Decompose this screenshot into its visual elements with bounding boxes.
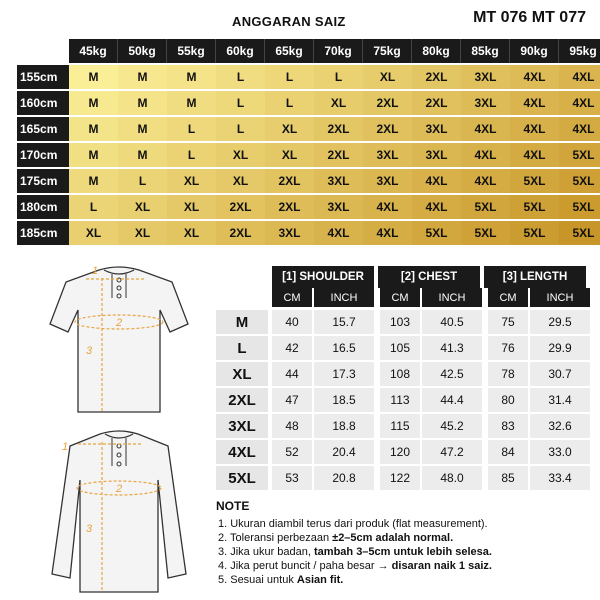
size-cell: XL (69, 221, 118, 245)
measurement-value: 122 (380, 466, 420, 490)
size-cell: XL (314, 91, 363, 115)
size-cell: 4XL (510, 117, 559, 141)
weight-header: 70kg (314, 39, 363, 63)
size-cell: 5XL (559, 195, 600, 219)
weight-header: 45kg (69, 39, 118, 63)
measurement-value: 113 (380, 388, 420, 412)
size-cell: 4XL (461, 143, 510, 167)
size-cell: 2XL (363, 117, 412, 141)
weight-header: 65kg (265, 39, 314, 63)
size-label: 3XL (216, 414, 268, 438)
label-1b: 1 (62, 441, 69, 453)
size-label: 4XL (216, 440, 268, 464)
measurement-value: 32.6 (530, 414, 590, 438)
unit-header: INCH (314, 288, 374, 307)
measurement-row (216, 336, 596, 360)
size-cell: M (69, 65, 118, 89)
size-cell: 3XL (461, 91, 510, 115)
size-cell: 5XL (510, 195, 559, 219)
size-cell: M (167, 65, 216, 89)
size-label: M (216, 310, 268, 334)
long-sleeve-shirt-diagram (44, 424, 194, 600)
size-cell: M (118, 117, 167, 141)
size-label: 2XL (216, 388, 268, 412)
size-cell: 3XL (363, 169, 412, 193)
size-cell: 2XL (314, 143, 363, 167)
measurement-value: 42 (272, 336, 312, 360)
size-cell: XL (167, 195, 216, 219)
note-item (218, 531, 492, 545)
size-cell: L (118, 169, 167, 193)
size-cell: 4XL (559, 117, 600, 141)
size-cell: M (69, 91, 118, 115)
measurement-value: 40.5 (422, 310, 482, 334)
measurement-value: 84 (488, 440, 528, 464)
note-item (218, 559, 492, 573)
size-cell: 2XL (314, 117, 363, 141)
size-cell: L (216, 91, 265, 115)
size-cell: 3XL (412, 143, 461, 167)
measurement-value: 80 (488, 388, 528, 412)
measurement-value: 48.0 (422, 466, 482, 490)
size-cell: XL (216, 169, 265, 193)
note-emphasis: → disaran naik 1 saiz. (377, 560, 492, 572)
size-cell: L (216, 65, 265, 89)
size-cell: 2XL (216, 195, 265, 219)
size-cell: 3XL (363, 143, 412, 167)
size-cell: M (69, 117, 118, 141)
size-cell: 4XL (412, 169, 461, 193)
note-text: 3. Jika ukur badan, (218, 546, 315, 558)
measurement-value: 41.3 (422, 336, 482, 360)
measurement-value: 29.9 (530, 336, 590, 360)
size-cell: 2XL (265, 169, 314, 193)
size-cell: XL (167, 169, 216, 193)
measurement-row (216, 440, 596, 464)
matrix-row (17, 65, 600, 89)
size-cell: 4XL (510, 143, 559, 167)
label-2: 2 (116, 317, 123, 329)
measurement-value: 45.2 (422, 414, 482, 438)
measurement-row (216, 414, 596, 438)
size-cell: L (216, 117, 265, 141)
measurement-value: 33.4 (530, 466, 590, 490)
matrix-row (17, 195, 600, 219)
notes-list (218, 517, 492, 587)
measurement-value: 103 (380, 310, 420, 334)
size-cell: XL (118, 221, 167, 245)
measurement-value: 47 (272, 388, 312, 412)
label-1: 1 (92, 265, 99, 277)
size-cell: XL (363, 65, 412, 89)
measurement-value: 40 (272, 310, 312, 334)
size-cell: 4XL (461, 117, 510, 141)
matrix-row (17, 169, 600, 193)
size-cell: 2XL (265, 195, 314, 219)
size-cell: 5XL (559, 169, 600, 193)
measurement-value: 48 (272, 414, 312, 438)
measurement-value: 75 (488, 310, 528, 334)
size-cell: 5XL (510, 169, 559, 193)
spacer (216, 288, 272, 307)
weight-header: 75kg (363, 39, 412, 63)
page-title: ANGGARAN SAIZ (232, 14, 346, 29)
size-cell: XL (167, 221, 216, 245)
size-cell: 4XL (559, 91, 600, 115)
size-cell: 4XL (314, 221, 363, 245)
measurement-value: 15.7 (314, 310, 374, 334)
note-text: 1. Ukuran diambil terus dari produk (flat measurement). (218, 518, 488, 530)
measurement-value: 33.0 (530, 440, 590, 464)
note-item (218, 517, 492, 531)
measurement-value: 17.3 (314, 362, 374, 386)
size-cell: 3XL (412, 117, 461, 141)
size-cell: 3XL (461, 65, 510, 89)
measurement-value: 20.4 (314, 440, 374, 464)
group-header: [3] LENGTH (484, 266, 586, 288)
measurement-value: 83 (488, 414, 528, 438)
measurement-value: 44.4 (422, 388, 482, 412)
measurement-row (216, 362, 596, 386)
size-cell: 3XL (314, 169, 363, 193)
size-cell: 2XL (216, 221, 265, 245)
label-3b: 3 (86, 523, 93, 535)
size-cell: 3XL (314, 195, 363, 219)
measurement-row (216, 466, 596, 490)
size-cell: 2XL (412, 91, 461, 115)
size-cell: 5XL (461, 221, 510, 245)
note-text: 2. Toleransi perbezaan (218, 532, 333, 544)
note-text: 5. Sesuai untuk (218, 574, 297, 586)
size-cell: 4XL (412, 195, 461, 219)
unit-header: CM (380, 288, 420, 307)
measurement-value: 105 (380, 336, 420, 360)
weight-header: 85kg (461, 39, 510, 63)
size-cell: 4XL (363, 221, 412, 245)
size-cell: L (265, 65, 314, 89)
size-estimate-matrix (17, 39, 600, 247)
height-header: 175cm (17, 169, 69, 193)
measurement-value: 29.5 (530, 310, 590, 334)
weight-header: 60kg (216, 39, 265, 63)
size-cell: 4XL (363, 195, 412, 219)
group-header: [2] CHEST (378, 266, 480, 288)
size-cell: M (69, 143, 118, 167)
size-cell: 5XL (559, 221, 600, 245)
measurement-value: 31.4 (530, 388, 590, 412)
size-cell: XL (118, 195, 167, 219)
size-cell: 2XL (412, 65, 461, 89)
size-cell: L (69, 195, 118, 219)
size-cell: 2XL (363, 91, 412, 115)
label-3: 3 (86, 345, 93, 357)
size-cell: L (314, 65, 363, 89)
label-2b: 2 (116, 483, 123, 495)
size-cell: 3XL (265, 221, 314, 245)
measurement-value: 108 (380, 362, 420, 386)
note-item (218, 545, 492, 559)
size-cell: XL (265, 117, 314, 141)
size-cell: L (167, 143, 216, 167)
note-emphasis: ±2–5cm adalah normal. (332, 532, 454, 544)
measurement-value: 16.5 (314, 336, 374, 360)
weight-header: 90kg (510, 39, 559, 63)
unit-header: INCH (530, 288, 590, 307)
note-text: 4. Jika perut buncit / paha besar (218, 560, 378, 572)
note-emphasis: tambah 3–5cm untuk lebih selesa. (314, 546, 492, 558)
measurement-value: 18.5 (314, 388, 374, 412)
measurement-value: 52 (272, 440, 312, 464)
size-cell: 4XL (461, 169, 510, 193)
weight-header: 50kg (118, 39, 167, 63)
height-header: 160cm (17, 91, 69, 115)
note-item (218, 573, 492, 587)
sub-header-row (216, 288, 596, 307)
size-cell: 4XL (510, 65, 559, 89)
measurement-value: 30.7 (530, 362, 590, 386)
size-cell: M (118, 91, 167, 115)
size-cell: 5XL (461, 195, 510, 219)
measurement-value: 18.8 (314, 414, 374, 438)
size-cell: M (167, 91, 216, 115)
height-header: 165cm (17, 117, 69, 141)
measurement-value: 47.2 (422, 440, 482, 464)
group-header: [1] SHOULDER (272, 266, 374, 288)
size-cell: XL (216, 143, 265, 167)
size-cell: XL (265, 143, 314, 167)
matrix-row (17, 221, 600, 245)
height-header: 180cm (17, 195, 69, 219)
measurement-value: 120 (380, 440, 420, 464)
size-cell: 5XL (559, 143, 600, 167)
size-cell: 5XL (412, 221, 461, 245)
measurement-row (216, 310, 596, 334)
size-cell: M (118, 143, 167, 167)
note-emphasis: Asian fit. (296, 574, 344, 586)
measurement-value: 78 (488, 362, 528, 386)
group-header-row (216, 266, 596, 288)
size-label: 5XL (216, 466, 268, 490)
measurement-value: 115 (380, 414, 420, 438)
measurement-table (216, 266, 596, 492)
height-header: 185cm (17, 221, 69, 245)
measurement-value: 20.8 (314, 466, 374, 490)
size-cell: L (167, 117, 216, 141)
measurement-value: 76 (488, 336, 528, 360)
matrix-row (17, 117, 600, 141)
height-header: 170cm (17, 143, 69, 167)
matrix-row (17, 143, 600, 167)
weight-header: 80kg (412, 39, 461, 63)
weight-header: 95kg (559, 39, 600, 63)
size-cell: 4XL (510, 91, 559, 115)
size-cell: 4XL (559, 65, 600, 89)
notes-title: NOTE (216, 499, 250, 513)
height-header: 155cm (17, 65, 69, 89)
size-cell: M (69, 169, 118, 193)
product-code: MT 076 MT 077 (473, 9, 586, 26)
size-cell: 5XL (510, 221, 559, 245)
size-cell: M (118, 65, 167, 89)
matrix-corner (17, 39, 69, 63)
unit-header: INCH (422, 288, 482, 307)
unit-header: CM (272, 288, 312, 307)
weight-header-row (17, 39, 600, 63)
size-cell: L (265, 91, 314, 115)
size-label: XL (216, 362, 268, 386)
measurement-row (216, 388, 596, 412)
short-sleeve-shirt-diagram (44, 262, 194, 422)
measurement-value: 85 (488, 466, 528, 490)
spacer (216, 266, 272, 288)
unit-header: CM (488, 288, 528, 307)
measurement-value: 42.5 (422, 362, 482, 386)
measurement-value: 44 (272, 362, 312, 386)
matrix-row (17, 91, 600, 115)
weight-header: 55kg (167, 39, 216, 63)
measurement-value: 53 (272, 466, 312, 490)
size-label: L (216, 336, 268, 360)
